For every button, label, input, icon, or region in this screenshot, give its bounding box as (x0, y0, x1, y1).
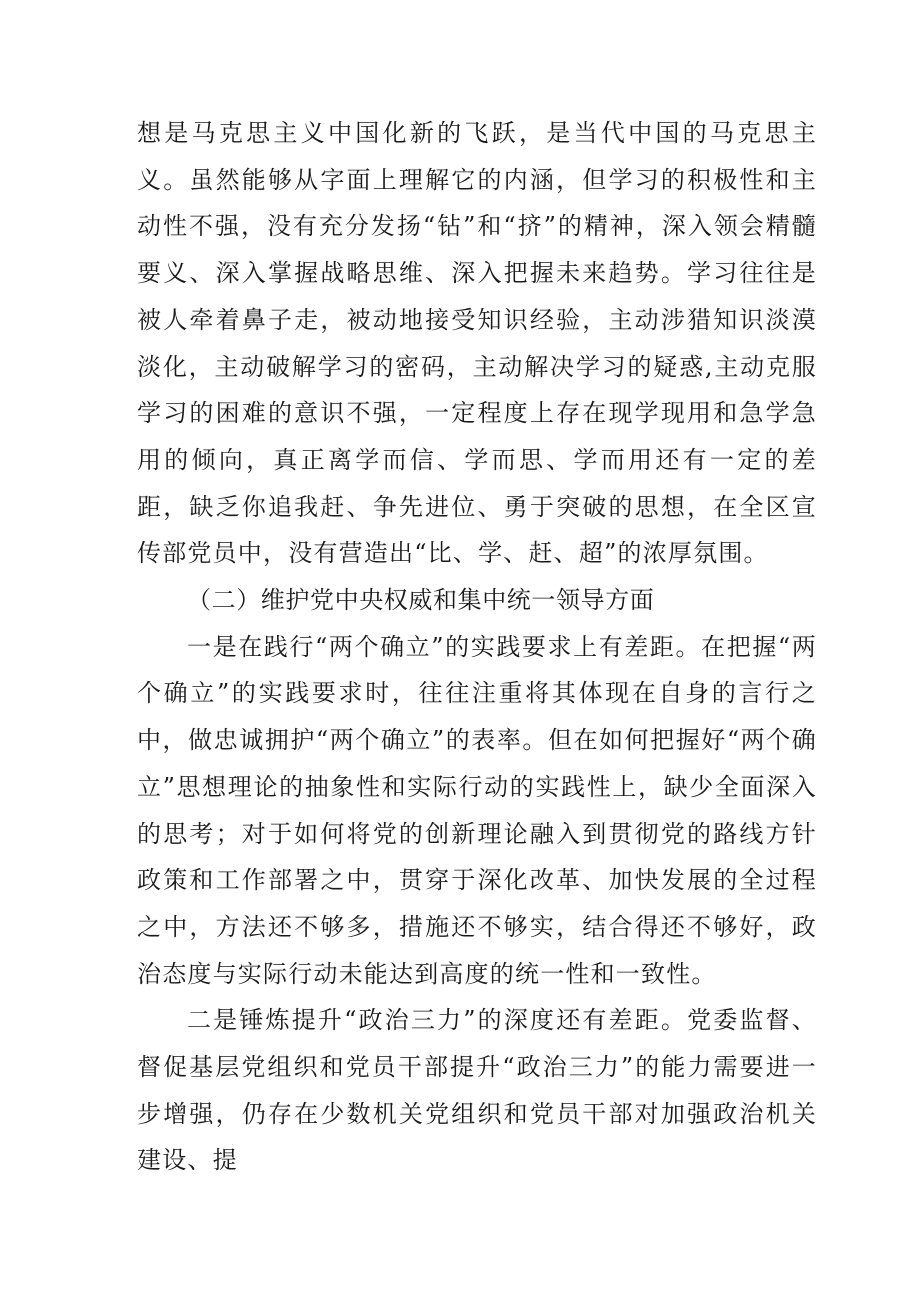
paragraph-two-establishments: 一是在践行“两个确立”的实践要求上有差距。在把握“两个确立”的实践要求时，往往注重将其体现在自身的言行之中，做忠诚拥护“两个确立”的表率。但在如何把握好“两个确立”思想理论的抽象性和实际行动的实践性上，缺少全面深入的思考；对于如何将党的创新理论融入到贯彻党的路线方针政策和工作部署之中，贯穿于深化改革、加快发展的全过程之中，方法还不够多，措施还不够实，结合得还不够好，政治态度与实际行动未能达到高度的统一性和一致性。 (137, 632, 817, 988)
document-body (137, 110, 817, 1184)
paragraph-political-abilities: 二是锤炼提升“政治三力”的深度还有差距。党委监督、督促基层党组织和党员干部提升“政治三力”的能力需要进一步增强，仍存在少数机关党组织和党员干部对加强政治机关建设、提 (137, 1006, 817, 1175)
paragraph-study-attitude: 想是马克思主义中国化新的飞跃，是当代中国的马克思主义。虽然能够从字面上理解它的内涵，但学习的积极性和主动性不强，没有充分发扬“钻”和“挤”的精神，深入领会精髓要义、深入掌握战略思维、深入把握未来趋势。学习往往是被人牵着鼻子走，被动地接受知识经验，主动涉猎知识淡漠淡化，主动破解学习的密码，主动解决学习的疑惑,主动克服学习的困难的意识不强，一定程度上存在现学现用和急学急用的倾向，真正离学而信、学而思、学而用还有一定的差距，缺乏你追我赶、争先进位、勇于突破的思想，在全区宣传部党员中，没有营造出“比、学、赶、超”的浓厚氛围。 (137, 119, 817, 568)
section-heading: （二）维护党中央权威和集中统一领导方面 (187, 586, 655, 615)
